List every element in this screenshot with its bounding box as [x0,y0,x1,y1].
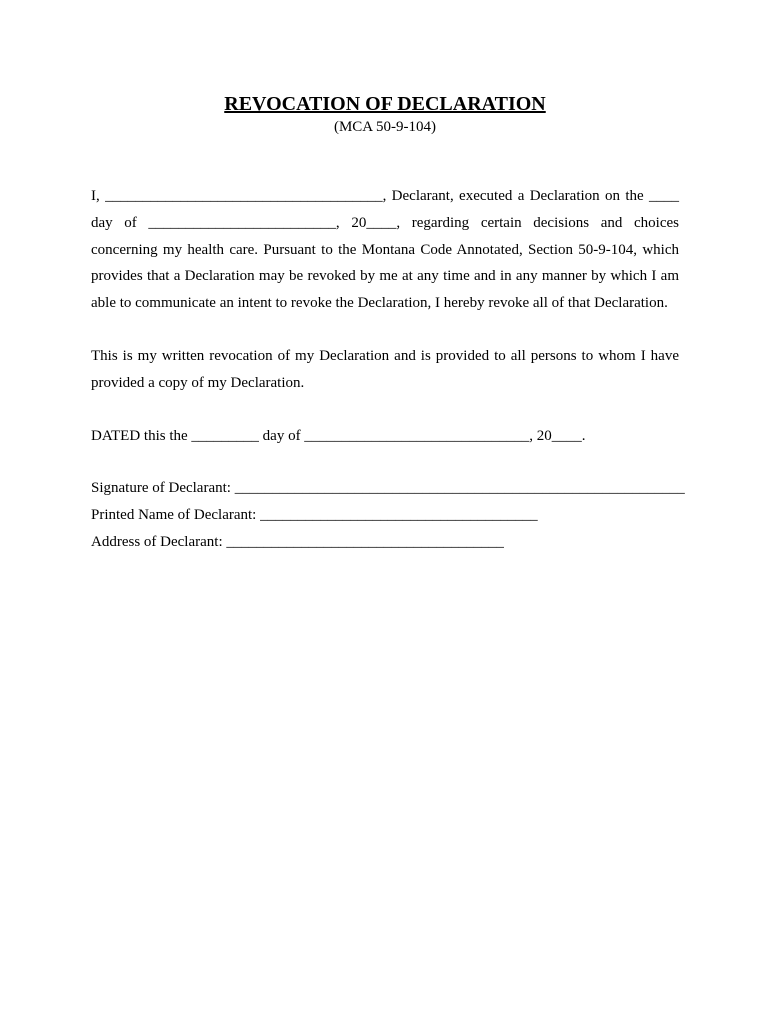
revocation-paragraph: I, _____________________________________, Declarant, executed a Declaration on the ____ day of _________________________, 20____, regarding certain decisions and choices concerning my health care. Pursuant to the Montana Code Annotated, Section 50-9-104, which provides that a Declaration may be revoked by me at any time and in any manner by which I am able to communicate an intent to revoke the Declaration, I hereby revoke all of that Declaration. [91,188,679,312]
signature-line: Signature of Declarant: ____________________________________________________________ [91,480,685,497]
signature-block [91,475,685,555]
address-line: Address of Declarant: _____________________________________ [91,533,504,550]
printed-name-line: Printed Name of Declarant: _____________________________________ [91,507,538,524]
statute-reference: (MCA 50-9-104) [333,119,437,135]
written-revocation-paragraph: This is my written revocation of my Declaration and is provided to all persons to whom I have provided a copy of my Declaration. [91,347,679,391]
document-title: REVOCATION OF DECLARATION [224,93,546,115]
document-body [91,183,685,556]
dated-line: DATED this the _________ day of ______________________________, 20____. [91,427,586,444]
